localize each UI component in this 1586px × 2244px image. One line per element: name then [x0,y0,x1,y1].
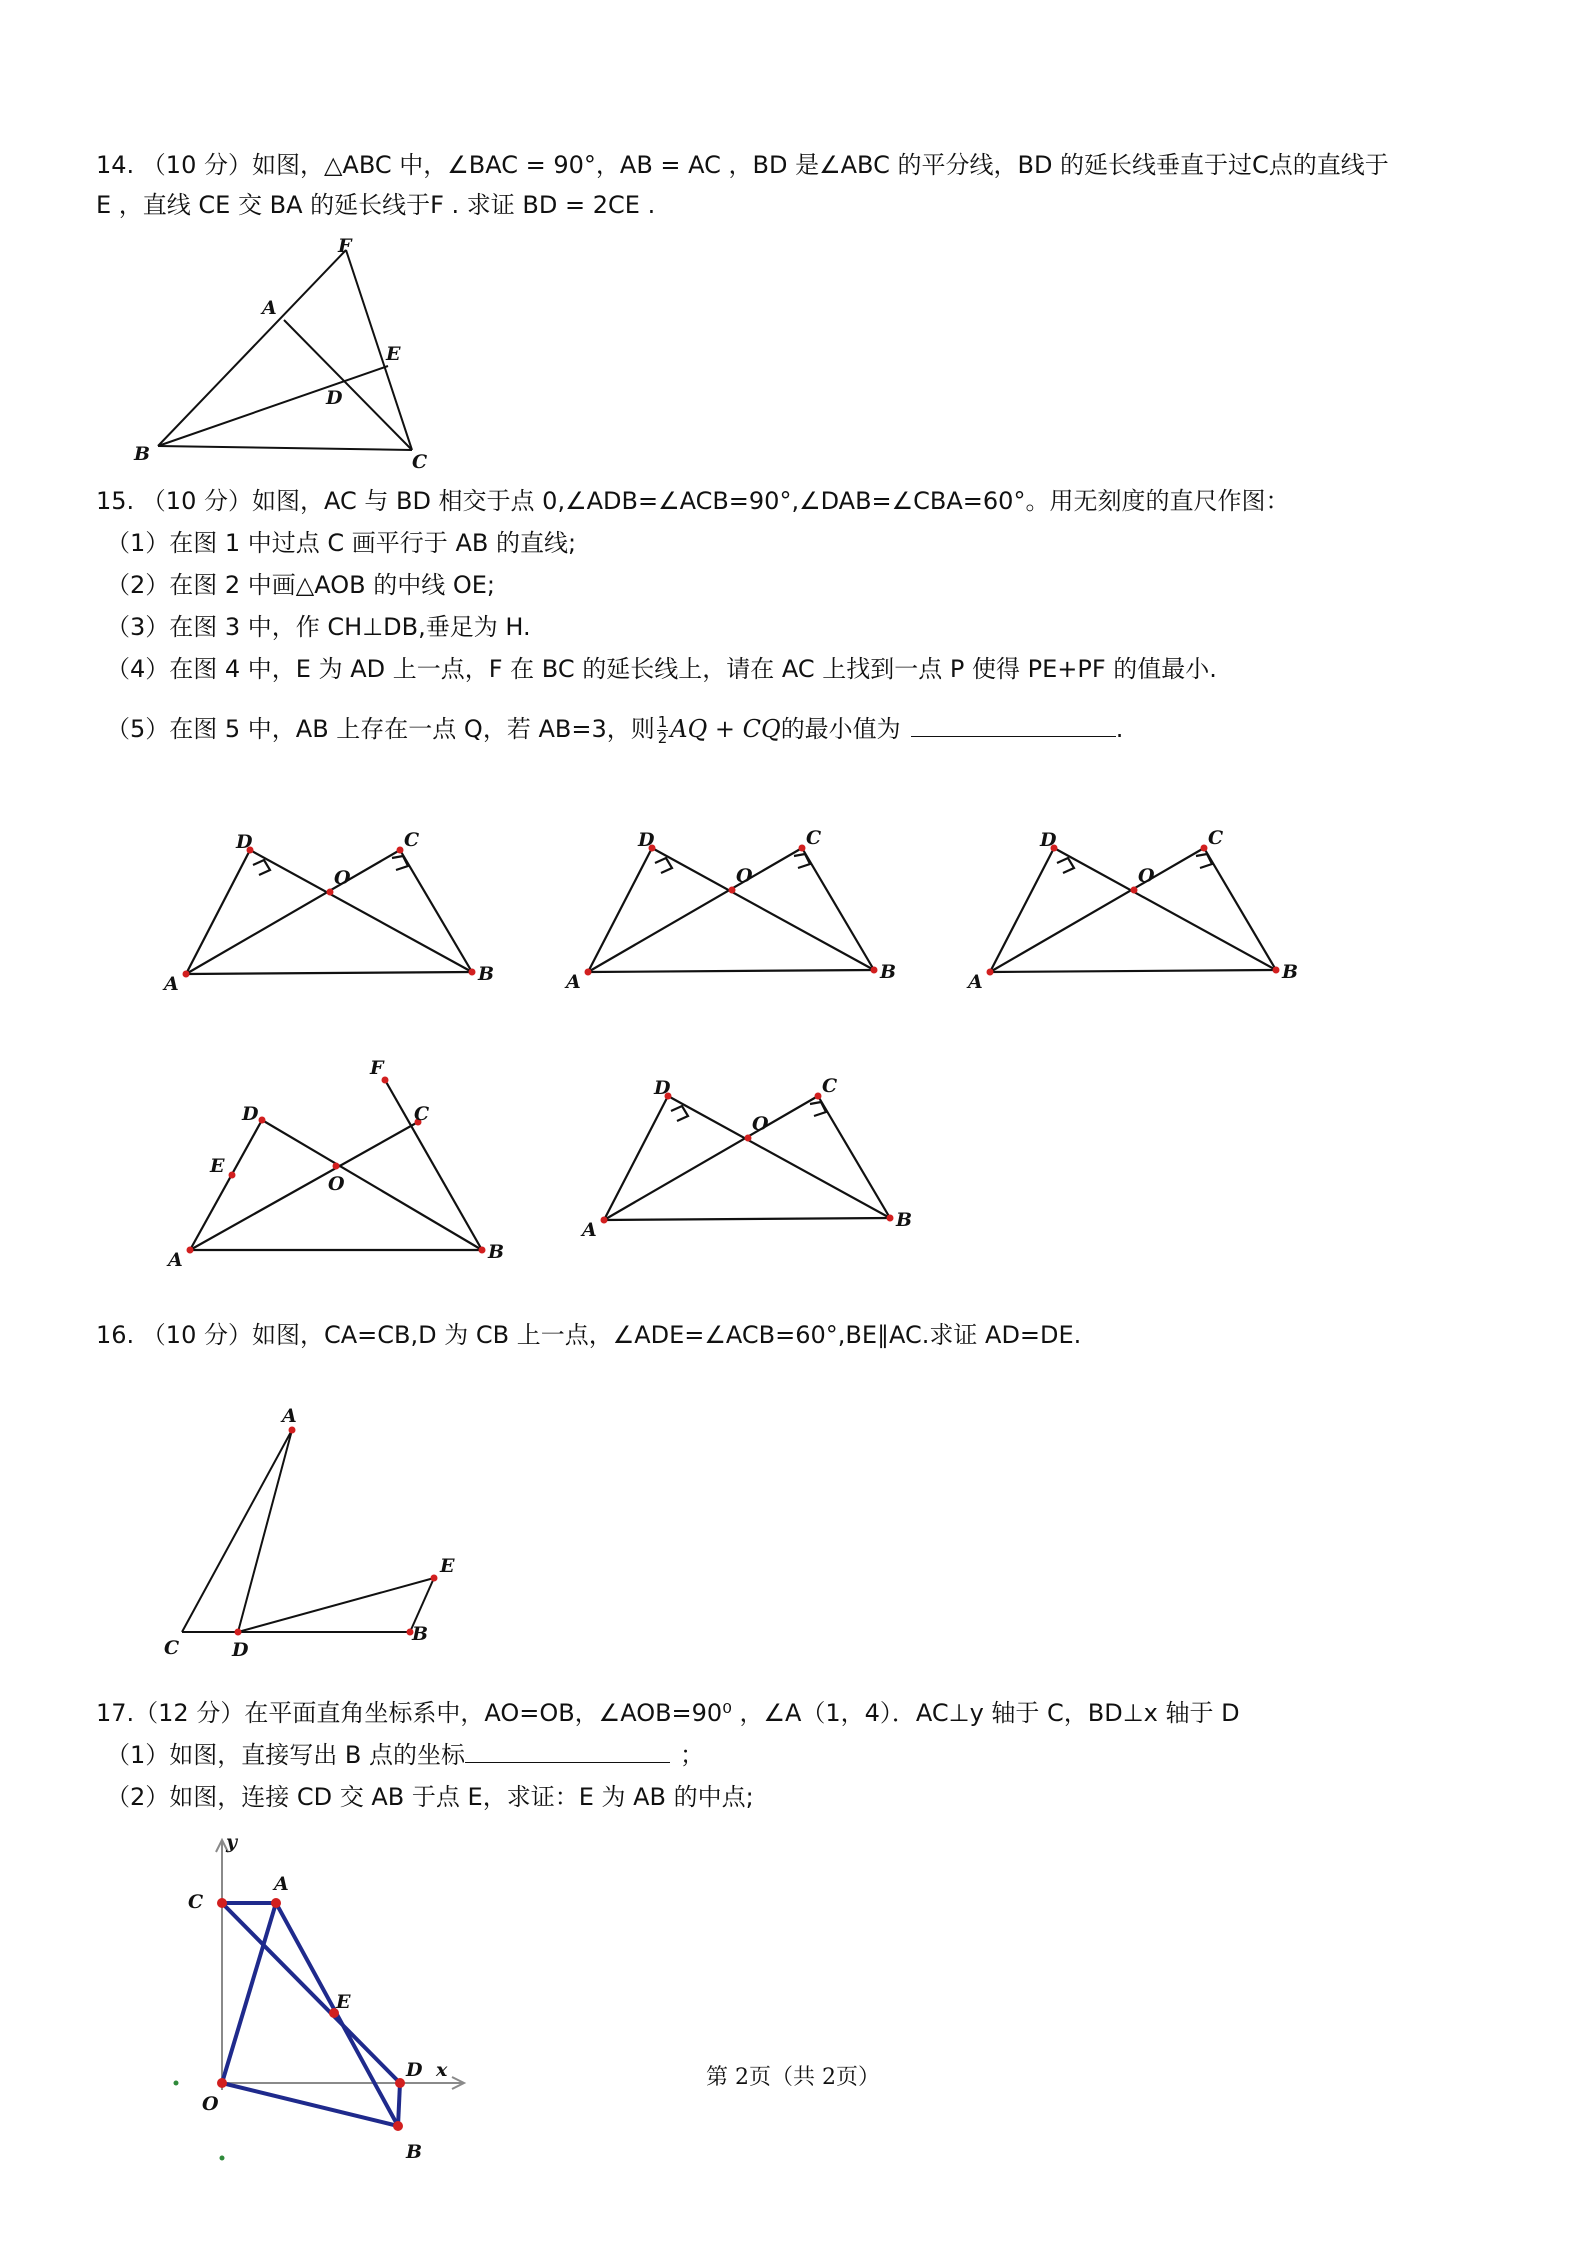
q17-label-x: x [436,2059,448,2081]
q14-label-b: B [134,443,151,465]
q15-fig3-label-o: O [1138,865,1155,887]
q15-fig4-label-a: A [168,1249,183,1271]
q16-label-c: C [164,1637,180,1659]
q15-fig3-label-d: D [1040,829,1057,851]
q15-fig2-label-c: C [806,827,822,849]
q16-label-a: A [282,1405,297,1427]
q15-fig3-label-b: B [1282,961,1299,983]
q17-label-a: A [274,1873,289,1895]
q15-item5-suffix: 的最小值为 [780,715,901,743]
q14-text-line1: 14. （10 分）如图，△ABC 中，∠BAC = 90°，AB = AC ，BD 是∠ABC 的平分线，BD 的延长线垂直于过C点的直线于 [96,151,1389,179]
q15-item-2: （2）在图 2 中画△AOB 的中线 OE; [106,571,496,599]
q15-fig2-label-a: A [566,971,581,993]
q15-fig4-label-b: B [488,1241,505,1263]
q14-label-e: E [386,343,401,365]
q15-item5-prefix: （5）在图 5 中，AB 上存在一点 Q，若 AB=3，则 [106,715,655,743]
q17-item1-suffix: ； [680,1741,704,1769]
q15-fig5-label-a: A [582,1219,597,1241]
q17-label-d: D [406,2059,423,2081]
q16-label-d: D [232,1639,249,1661]
q15-fig3-label-a: A [968,971,983,993]
q14-label-d: D [326,387,343,409]
q15-fig1-label-o: O [334,867,351,889]
q15-item-1: （1）在图 1 中过点 C 画平行于 AB 的直线; [106,529,577,557]
q16-label-b: B [412,1623,429,1645]
page-footer: 第 2页（共 2页） [706,2065,880,2090]
q16-label-e: E [440,1555,455,1577]
q15-fig4-label-o: O [328,1173,345,1195]
q15-fig1-label-d: D [236,831,253,853]
q17-label-e: E [336,1991,351,2013]
q15-fig5-label-b: B [896,1209,913,1231]
q15-fig4-label-f: F [370,1057,384,1079]
q17-label-b: B [406,2141,423,2163]
q17-item-2: （2）如图，连接 CD 交 AB 于点 E，求证：E 为 AB 的中点; [106,1783,754,1811]
q15-text-line1: 15. （10 分）如图，AC 与 BD 相交于点 0,∠ADB=∠ACB=90°,∠DAB=∠CBA=60°。用无刻度的直尺作图： [96,487,1290,515]
q14-label-f: F [338,235,352,257]
q15-fig5-label-o: O [752,1113,769,1135]
q17-label-y: y [226,1831,238,1853]
q17-label-o: O [202,2093,219,2115]
q15-fig1-label-c: C [404,829,420,851]
q15-item-3: （3）在图 3 中，作 CH⊥DB,垂足为 H. [106,613,531,641]
q14-label-a: A [262,297,277,319]
q15-item5-frac-num: 1 [657,712,668,731]
q14-label-c: C [412,451,428,473]
q15-fig3-label-c: C [1208,827,1224,849]
q15-fig2-label-d: D [638,829,655,851]
q15-fig2-label-b: B [880,961,897,983]
q15-item-4: （4）在图 4 中，E 为 AD 上一点，F 在 BC 的延长线上，请在 AC 上找到一点 P 使得 PE+PF 的值最小. [106,655,1217,683]
q15-fig4-label-c: C [414,1103,430,1125]
q17-label-c: C [188,1891,204,1913]
q15-fig5-label-d: D [654,1077,671,1099]
q15-fig2-label-o: O [736,865,753,887]
q15-fig4-label-e: E [210,1155,225,1177]
q17-text-line1: 17.（12 分）在平面直角坐标系中，AO=OB，∠AOB=90⁰ ，∠A（1，4）．AC⊥y 轴于 C，BD⊥x 轴于 D [96,1699,1240,1727]
q15-item5-end: . [1115,715,1124,743]
q15-item5-frac-den: 2 [657,728,668,747]
q15-item5-expression: AQ + CQ [670,715,781,743]
q15-fig5-label-c: C [822,1075,838,1097]
q15-fig1-label-b: B [478,963,495,985]
q17-item1-prefix: （1）如图，直接写出 B 点的坐标 [106,1741,465,1769]
q14-text-line2: E ，直线 CE 交 BA 的延长线于F . 求证 BD = 2CE . [96,191,656,219]
q15-fig4-label-d: D [242,1103,259,1125]
q15-fig1-label-a: A [164,973,179,995]
q16-text-line1: 16. （10 分）如图，CA=CB,D 为 CB 上一点，∠ADE=∠ACB=60°,BE∥AC.求证 AD=DE. [96,1321,1082,1349]
